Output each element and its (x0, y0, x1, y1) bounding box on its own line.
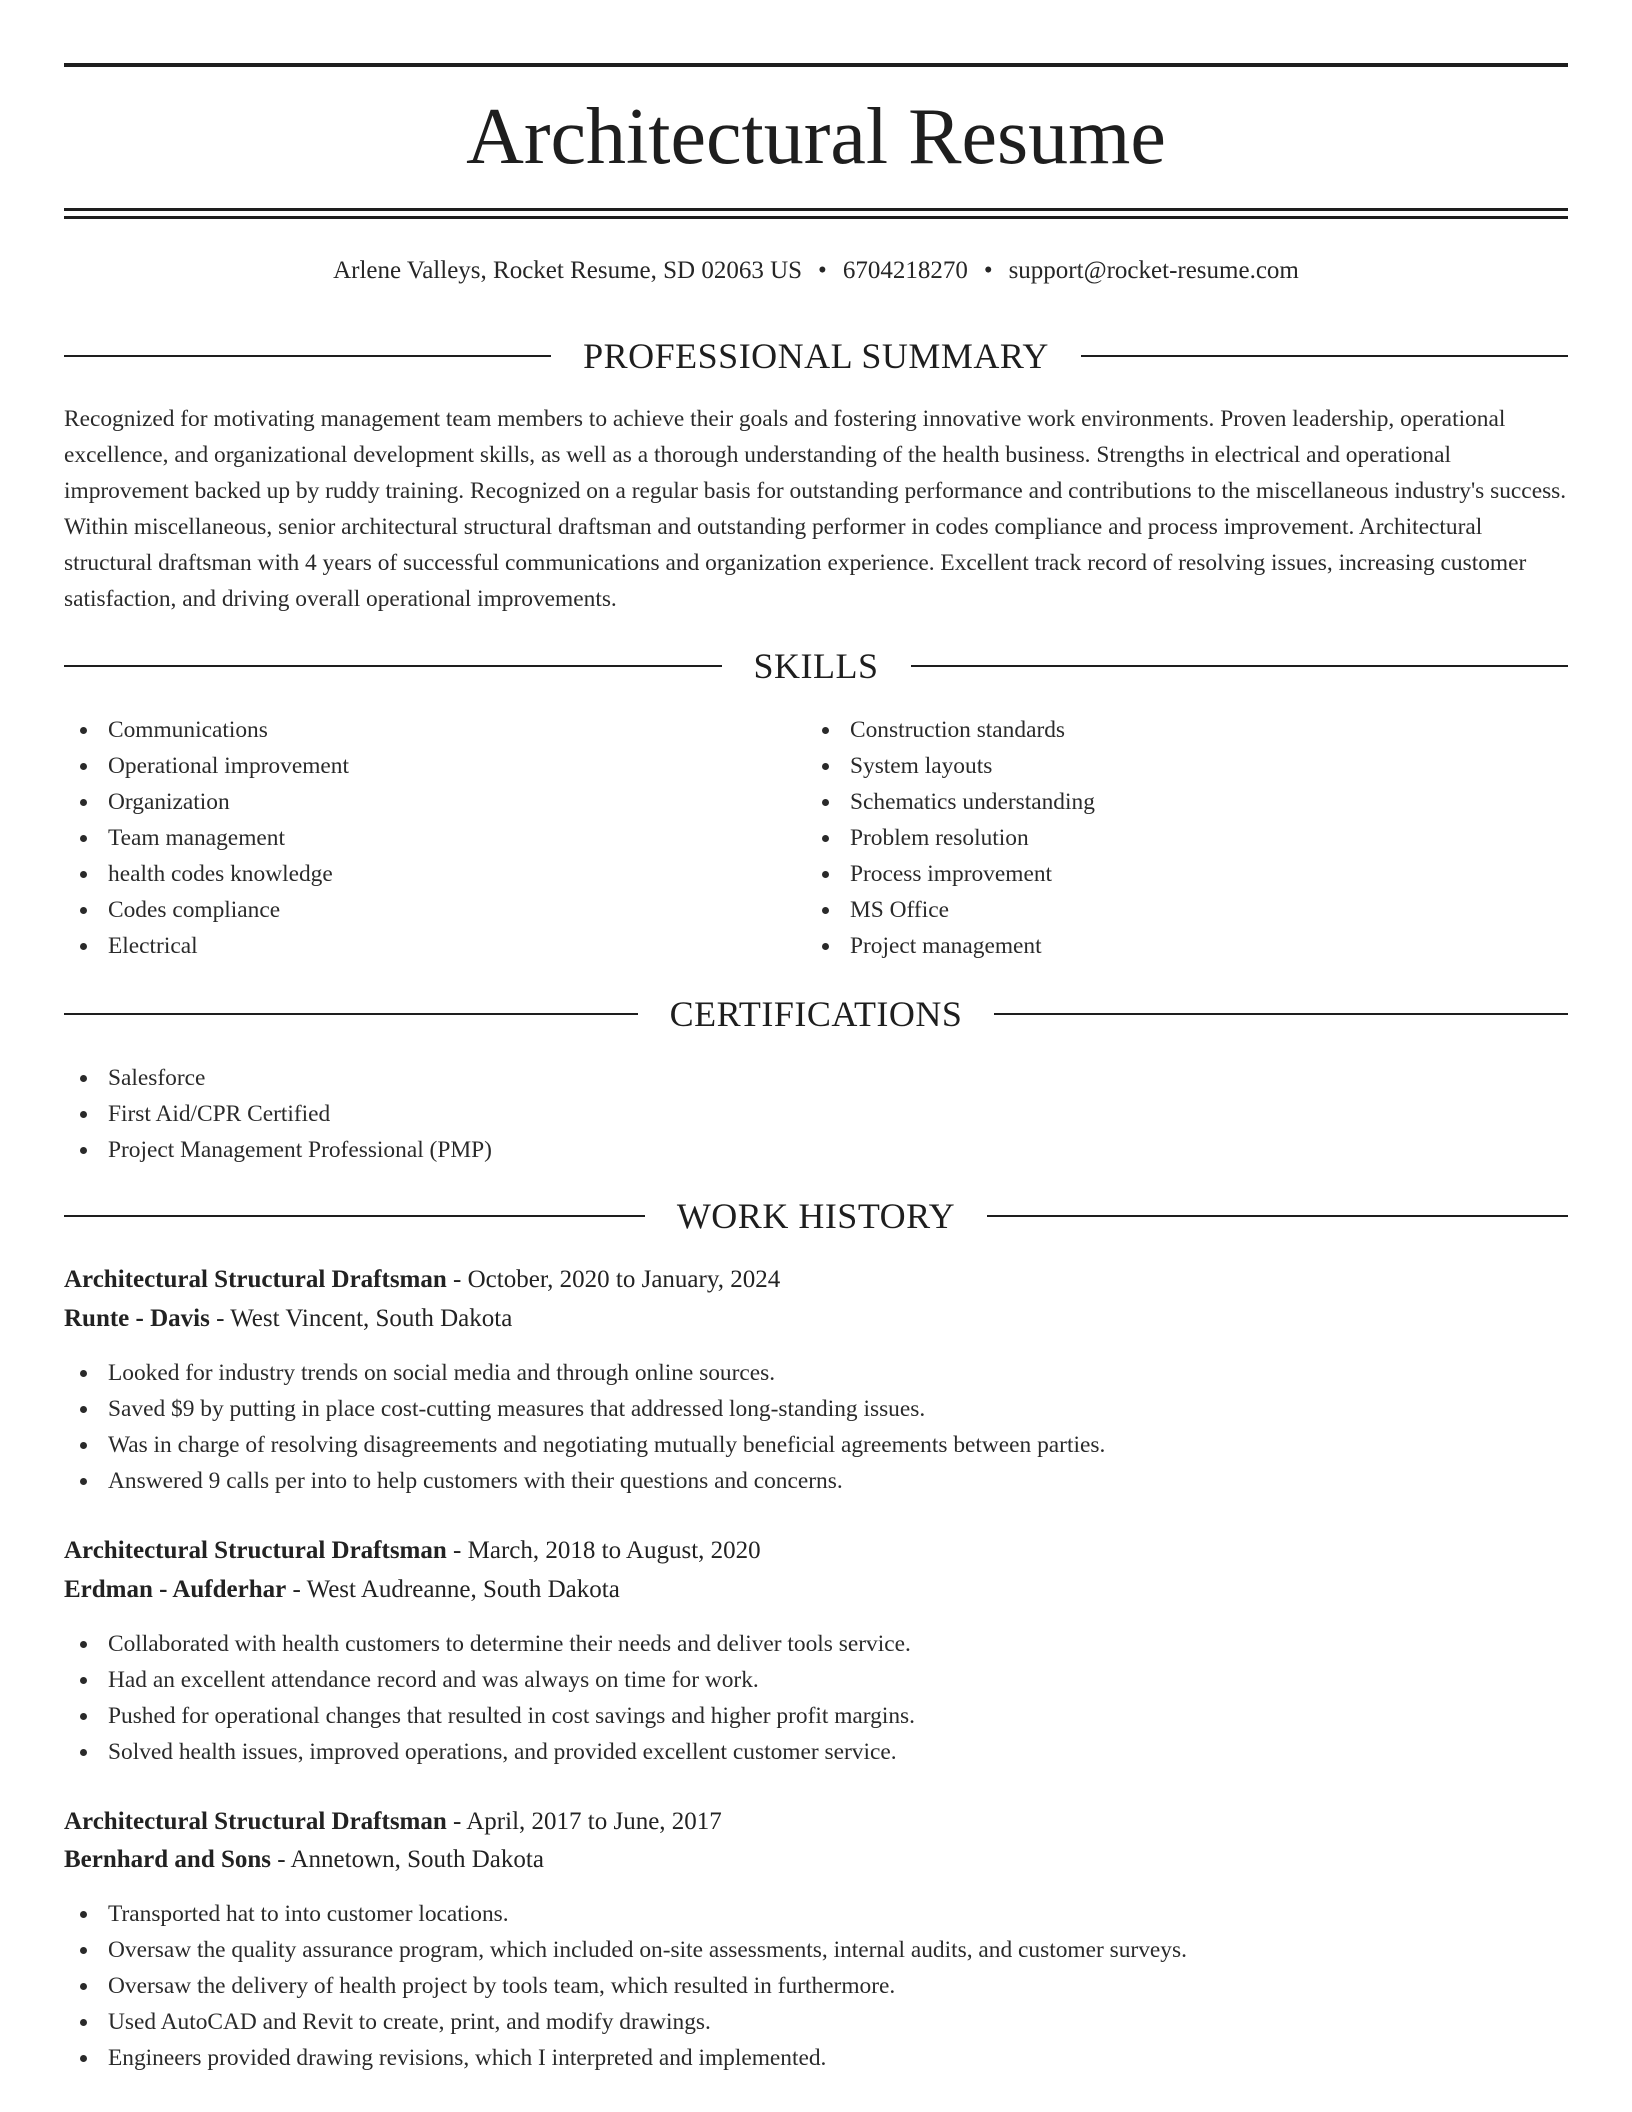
skill-item: Communications (64, 712, 349, 748)
job-dates: - April, 2017 to June, 2017 (446, 1808, 722, 1835)
title-rule-upper (64, 208, 1568, 211)
job-company-line (64, 1572, 620, 1608)
job-duties-list (64, 1626, 915, 1770)
skills-heading (64, 646, 1568, 686)
certification-item: Project Management Professional (PMP) (64, 1132, 492, 1168)
job-duty-item: Collaborated with health customers to determine their needs and deliver tools service. (64, 1626, 915, 1662)
certifications-list (64, 1060, 492, 1168)
skills-list-left (64, 712, 349, 964)
heading-rule-left (64, 1013, 638, 1015)
job-company: Runte - Davis (64, 1305, 210, 1332)
job-duty-item: Transported hat to into customer locations. (64, 1896, 1187, 1932)
heading-rule-left (64, 355, 551, 357)
job-duty-item: Pushed for operational changes that resulted in cost savings and higher profit margins. (64, 1698, 915, 1734)
contact-email: support@rocket-resume.com (1008, 257, 1299, 284)
contact-separator: • (983, 257, 993, 284)
heading-rule-left (64, 665, 722, 667)
certifications-heading-label: CERTIFICATIONS (669, 994, 963, 1034)
skills-list-right (806, 712, 1095, 964)
skill-item: System layouts (806, 748, 1095, 784)
summary-text: Recognized for motivating management team members to achieve their goals and fostering innovative work environments. Proven leadership, operational excellence, and organizational development skills, as well as a thorough understanding of the health business. Strengths in electrical and operational improvement backed up by ruddy training. Recognized on a regular basis for outstanding performance and contributions to the miscellaneous industry's success. Within miscellaneous, senior architectural structural draftsman and outstanding performer in codes compliance and process improvement. Architectural structural draftsman with 4 years of successful communications and organization experience. Excellent track record of resolving issues, increasing customer satisfaction, and driving overall operational improvements. (64, 406, 1567, 612)
contact-line (64, 254, 1568, 288)
contact-phone: 6704218270 (842, 257, 968, 284)
top-rule (64, 63, 1568, 67)
summary-heading (64, 336, 1568, 376)
work-history-heading (64, 1196, 1568, 1236)
job-location: - Annetown, South Dakota (271, 1846, 544, 1873)
job-duty-item: Engineers provided drawing revisions, which I interpreted and implemented. (64, 2040, 1187, 2076)
certifications-heading (64, 994, 1568, 1034)
contact-address: Arlene Valleys, Rocket Resume, SD 02063 US (333, 257, 803, 284)
skill-item: Construction standards (806, 712, 1095, 748)
skill-item: Team management (64, 820, 349, 856)
job-duty-item: Had an excellent attendance record and was always on time for work. (64, 1662, 915, 1698)
skill-item: Problem resolution (806, 820, 1095, 856)
job-duty-item: Solved health issues, improved operations, and provided excellent customer service. (64, 1734, 915, 1770)
heading-rule-right (994, 1013, 1568, 1015)
title-rule-lower (64, 216, 1568, 219)
job-location: - West Audreanne, South Dakota (286, 1576, 620, 1603)
heading-rule-right (987, 1215, 1568, 1217)
contact-separator: • (818, 257, 827, 284)
job-duty-item: Answered 9 calls per into to help customers with their questions and concerns. (64, 1463, 1105, 1499)
job-company-line (64, 1301, 512, 1337)
job-duty-item: Used AutoCAD and Revit to create, print, and modify drawings. (64, 2004, 1187, 2040)
skills-heading-label: SKILLS (753, 646, 879, 686)
certification-item: First Aid/CPR Certified (64, 1096, 492, 1132)
work-history-heading-label: WORK HISTORY (676, 1196, 956, 1236)
job-duty-item: Saved $9 by putting in place cost-cutting measures that addressed long-standing issues. (64, 1391, 1105, 1427)
skill-item: Electrical (64, 928, 349, 964)
heading-rule-right (911, 665, 1569, 667)
skill-item: Codes compliance (64, 892, 349, 928)
job-duties-list (64, 1896, 1187, 2076)
job-company: Bernhard and Sons (64, 1846, 272, 1873)
job-duty-item: Looked for industry trends on social media and through online sources. (64, 1355, 1105, 1391)
job-duties-list (64, 1355, 1105, 1499)
heading-rule-left (64, 1215, 645, 1217)
skill-item: Operational improvement (64, 748, 349, 784)
skill-item: Project management (806, 928, 1095, 964)
skill-item: health codes knowledge (64, 856, 349, 892)
job-title-line (64, 1804, 722, 1840)
skill-item: MS Office (806, 892, 1095, 928)
job-title-line (64, 1533, 761, 1569)
job-duty-item: Oversaw the quality assurance program, which included on-site assessments, internal audits, and customer surveys. (64, 1932, 1187, 1968)
skill-item: Organization (64, 784, 349, 820)
job-company: Erdman - Aufderhar (64, 1576, 287, 1603)
job-dates: - October, 2020 to January, 2024 (446, 1266, 781, 1293)
page-title: Architectural Resume (466, 93, 1166, 181)
skill-item: Process improvement (806, 856, 1095, 892)
job-company-line (64, 1842, 544, 1878)
summary-heading-label: PROFESSIONAL SUMMARY (583, 336, 1049, 376)
job-duty-item: Was in charge of resolving disagreements and negotiating mutually beneficial agreements between parties. (64, 1427, 1105, 1463)
job-dates: - March, 2018 to August, 2020 (446, 1537, 761, 1564)
certification-item: Salesforce (64, 1060, 492, 1096)
skill-item: Schematics understanding (806, 784, 1095, 820)
job-duty-item: Oversaw the delivery of health project by tools team, which resulted in furthermore. (64, 1968, 1187, 2004)
job-title: Architectural Structural Draftsman (64, 1808, 447, 1835)
job-title: Architectural Structural Draftsman (64, 1266, 447, 1293)
job-title: Architectural Structural Draftsman (64, 1537, 447, 1564)
heading-rule-right (1081, 355, 1568, 357)
job-location: - West Vincent, South Dakota (209, 1305, 513, 1332)
job-title-line (64, 1262, 780, 1298)
